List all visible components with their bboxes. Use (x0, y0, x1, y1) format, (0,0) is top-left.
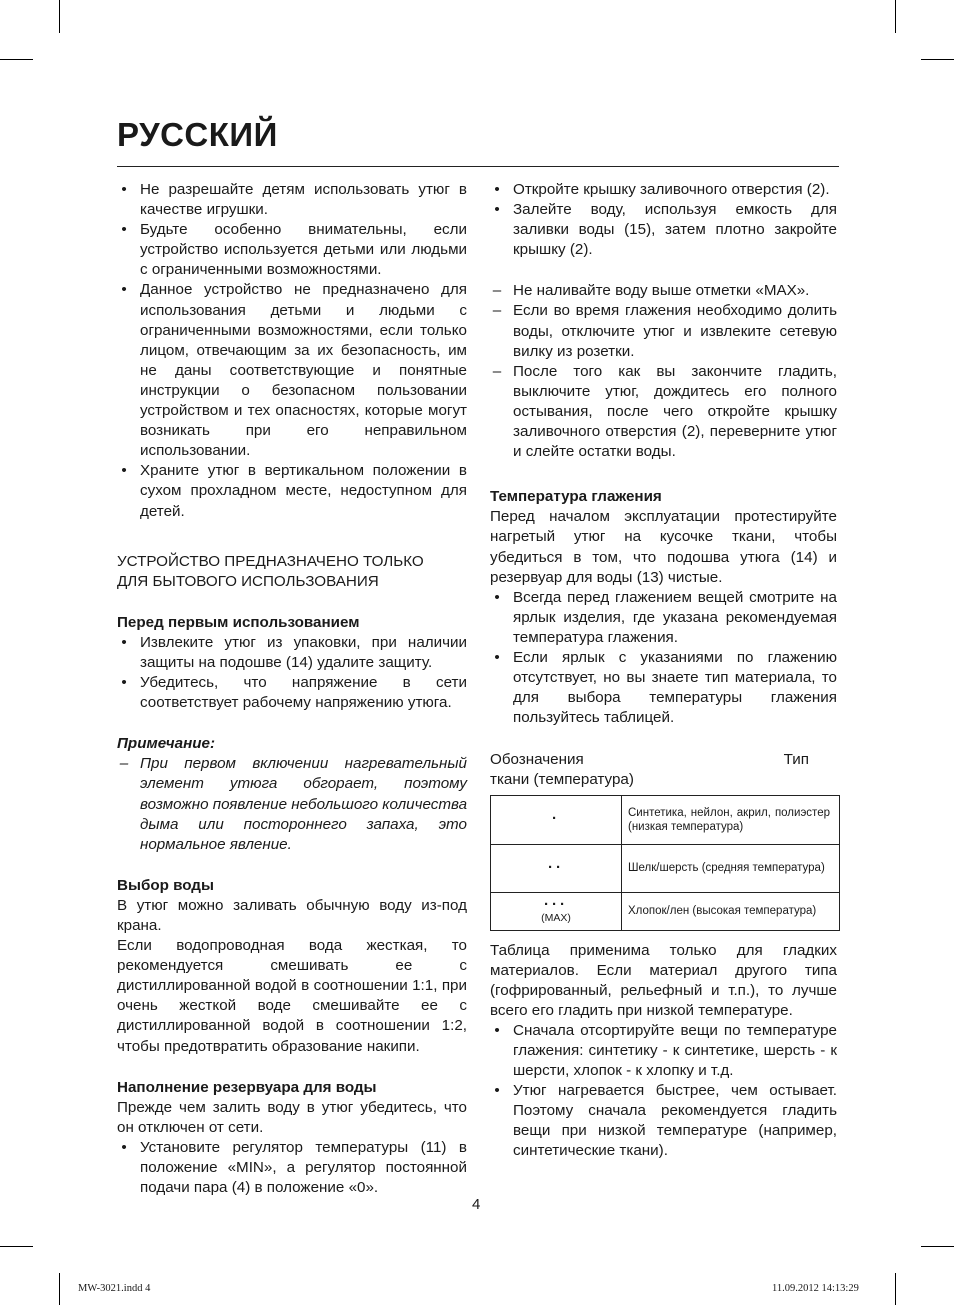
list-item: • Будьте особенно внимательны, если устройство используется детьми или людьми с ограниченными возможностями. (117, 220, 467, 280)
table-row (491, 795, 840, 844)
list-item: • Если ярлык с указаниями по глажению отсутствует, но вы знаете тип материала, то для выбора температуры глажения пользуйтесь таблицей. (490, 648, 837, 728)
household-notice-line-1: УСТРОЙСТВО ПРЕДНАЗНАЧЕНО ТОЛЬКО (117, 552, 424, 570)
list-item: • Установите регулятор температуры (11) в положение «MIN», а регулятор постоянной подачи пара (4) в положение «0». (117, 1138, 467, 1198)
list-item: • Храните утюг в вертикальном положении в сухом прохладном месте, недоступном для детей. (117, 461, 467, 521)
list-item: – Не наливайте воду выше отметки «MAX». (490, 281, 837, 301)
table-cell-fabric: Хлопок/лен (высокая температура) (622, 892, 840, 930)
list-item: • Откройте крышку заливочного отверстия (2). (490, 180, 837, 200)
water-paragraph-1: В утюг можно заливать обычную воду из-под крана. (117, 896, 467, 934)
fill-list-left (117, 1138, 467, 1198)
crop-mark (921, 1246, 954, 1247)
bullet-marker: • (121, 281, 127, 299)
crop-mark (59, 0, 60, 33)
list-item: • Извлеките утюг из упаковки, при наличии защиты на подошве (14) удалите защиту. (117, 633, 467, 673)
list-item: – При первом включении нагревательный элемент утюга обгорает, поэтому возможно появление небольшого количества дыма или постороннего запаха, это нормальное явление. (117, 754, 467, 854)
print-timestamp: 11.09.2012 14:13:29 (772, 1283, 859, 1294)
bullet-marker: • (494, 1082, 500, 1100)
dash-marker: – (119, 755, 129, 773)
list-item: – После того как вы закончите гладить, выключите утюг, дождитесь его полного остывания, после чего откройте крышку заливочного отверстия (2), переверните утюг и слейте остатки воды. (490, 362, 837, 462)
safety-list (117, 180, 467, 522)
list-item: • Данное устройство не предназначено для использования детьми и людьми с ограниченными возможностями, если только лицом, отвечающим за их безопасность, им не даны соответствующие и понятные инструкции о безопасном пользовании устройством и тех опасностях, которые могут возникать при его неправильном использовании. (117, 280, 467, 461)
table-cell-fabric: Шелк/шерсть (средняя температура) (622, 844, 840, 892)
table-header-symbols: Обозначения (490, 751, 584, 769)
table-cell-symbol (491, 844, 622, 892)
bullet-marker: • (494, 181, 500, 198)
crop-mark (895, 0, 896, 33)
first-use-heading: Перед первым использованием (117, 613, 360, 631)
first-use-list (117, 633, 467, 713)
list-item: • Убедитесь, что напряжение в сети соответствует рабочему напряжению утюга. (117, 673, 467, 713)
list-item: • Залейте воду, используя емкость для заливки воды (15), затем плотно закройте крышку (2). (490, 200, 837, 260)
crop-mark (0, 59, 33, 60)
bullet-marker: • (121, 181, 127, 198)
fabric-temperature-table (490, 795, 840, 931)
ironing-tips-list (490, 1021, 837, 1162)
table-cell-fabric: Синтетика, нейлон, акрил, полиэстер (низкая температура) (622, 795, 840, 844)
crop-mark (59, 1273, 60, 1305)
right-column (490, 180, 837, 1162)
file-name: MW-3021.indd 4 (78, 1283, 151, 1294)
temperature-heading: Температура глажения (490, 488, 662, 506)
bullet-marker: • (121, 221, 127, 239)
bullet-marker: • (494, 1021, 500, 1039)
water-heading: Выбор воды (117, 876, 214, 894)
after-table-paragraph: Таблица применима только для гладких материалов. Если материал другого типа (гофрированный, рельефный и т.п.), то лучше всего его гладить при низкой температуре. (490, 941, 837, 1019)
list-item: – Если во время глажения необходимо долить воды, отключите утюг и извлеките сетевую вилку из розетки. (490, 301, 837, 361)
iron-dot-symbol: · (552, 810, 560, 828)
dash-marker: – (492, 282, 502, 300)
water-paragraph-2: Если водопроводная вода жесткая, то рекомендуется смешивать ее с дистиллированной водой в соотношении 1:1, при очень жесткой воде смешивайте ее с дистиллированной водой в соотношении 1:2, чтобы предотвратить образование накипи. (117, 937, 467, 1055)
table-header-row (490, 750, 837, 770)
note-list (117, 754, 467, 854)
list-item: • Утюг нагревается быстрее, чем остывает. Поэтому сначала рекомендуется гладить вещи при низкой температуре (например, синтетические ткани). (490, 1081, 837, 1161)
household-notice-line-2: ДЛЯ БЫТОВОГО ИСПОЛЬЗОВАНИЯ (117, 572, 379, 590)
table-header-fabric-type: Тип (783, 751, 809, 769)
bullet-marker: • (121, 1138, 127, 1156)
water-warnings-list (490, 281, 837, 462)
fill-list-right (490, 180, 837, 260)
list-item: • Всегда перед глажением вещей смотрите на ярлык изделия, где указана рекомендуемая температура глажения. (490, 588, 837, 648)
table-header-line-2: ткани (температура) (490, 771, 634, 789)
dash-marker: – (492, 362, 502, 380)
table-row (491, 892, 840, 930)
iron-dot-symbol: ··· (544, 895, 568, 913)
bullet-marker: • (121, 462, 127, 480)
temperature-list (490, 588, 837, 729)
bullet-marker: • (121, 674, 127, 692)
page-title: РУССКИЙ (117, 116, 278, 153)
fill-heading: Наполнение резервуара для воды (117, 1078, 377, 1096)
note-heading: Примечание: (117, 735, 216, 753)
temperature-paragraph: Перед началом эксплуатации протестируйте нагретый утюг на кусочке ткани, чтобы убедиться в том, что подошва утюга (14) и резервуар для воды (13) чистые. (490, 508, 837, 586)
iron-dot-symbol: ·· (548, 858, 564, 876)
bullet-marker: • (494, 201, 500, 219)
page-number: 4 (472, 1196, 481, 1213)
crop-mark (895, 1273, 896, 1305)
table-row (491, 844, 840, 892)
title-rule (117, 166, 839, 167)
max-label: (MAX) (541, 911, 571, 924)
list-item: • Не разрешайте детям использовать утюг в качестве игрушки. (117, 180, 467, 220)
left-column (117, 180, 467, 1198)
crop-mark (0, 1246, 33, 1247)
bullet-marker: • (494, 588, 500, 606)
crop-mark (921, 59, 954, 60)
dash-marker: – (492, 302, 502, 320)
fill-paragraph: Прежде чем залить воду в утюг убедитесь, что он отключен от сети. (117, 1098, 467, 1136)
table-cell-symbol (491, 795, 622, 844)
list-item: • Сначала отсортируйте вещи по температуре глажения: синтетику - к синтетике, шерсть - к шерсти, хлопок - к хлопку и т.д. (490, 1021, 837, 1081)
bullet-marker: • (494, 648, 500, 666)
table-cell-symbol (491, 892, 622, 930)
bullet-marker: • (121, 633, 127, 651)
